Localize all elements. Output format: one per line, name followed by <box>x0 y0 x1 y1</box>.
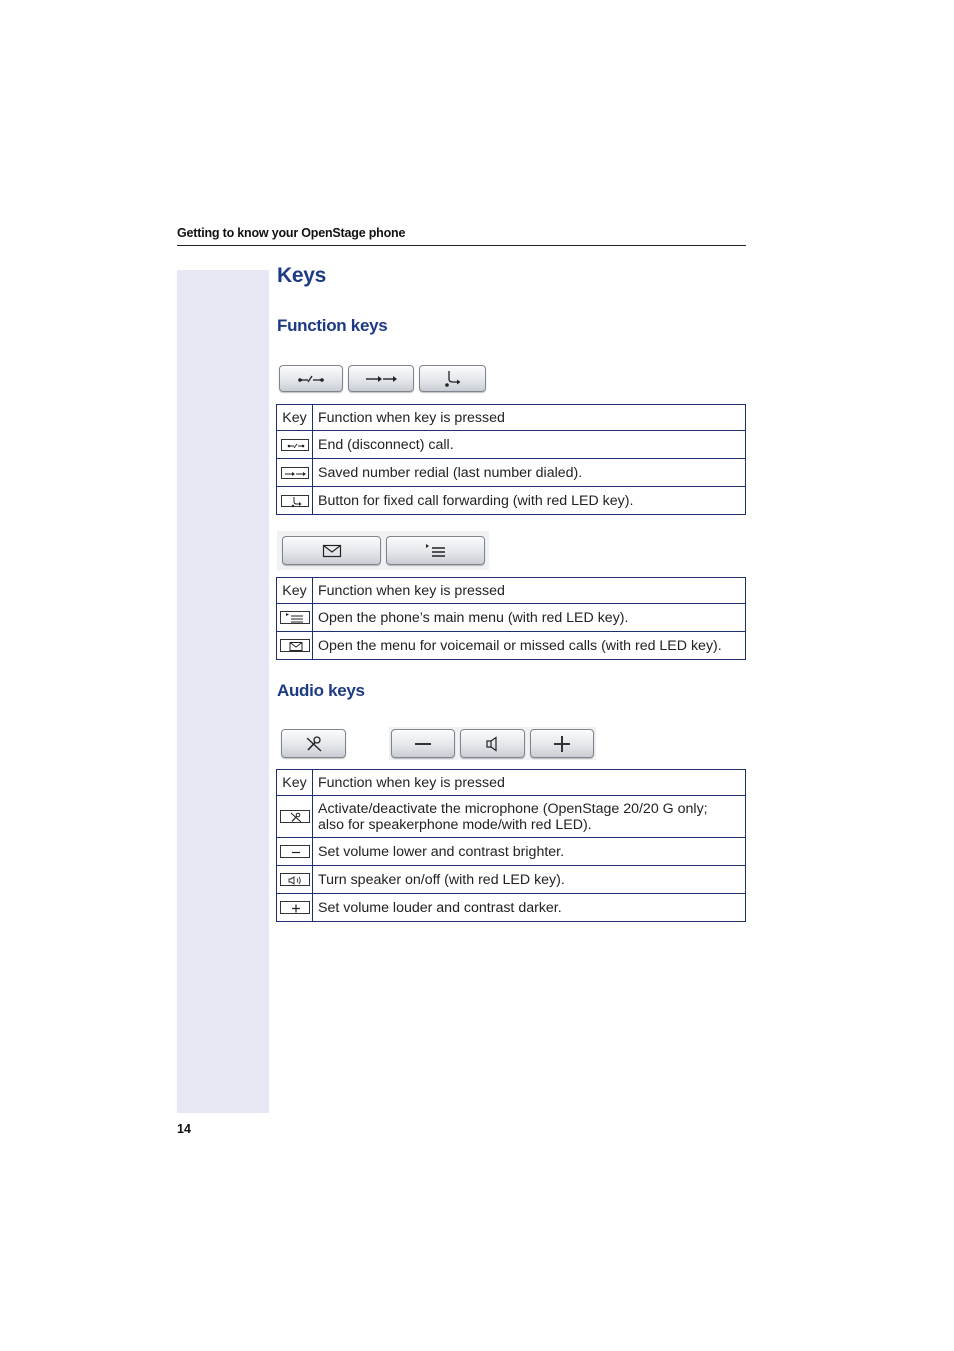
header-function: Function when key is pressed <box>313 405 746 431</box>
header-function: Function when key is pressed <box>313 578 746 604</box>
function-text: Saved number redial (last number dialed). <box>313 459 746 487</box>
release-key[interactable] <box>279 365 343 392</box>
function-text: Open the menu for voicemail or missed calls (with red LED key). <box>313 632 746 660</box>
margin-sidebar <box>177 270 269 1113</box>
envelope-icon <box>280 639 310 652</box>
page-number: 14 <box>177 1122 191 1136</box>
function-text: Set volume louder and contrast darker. <box>313 894 746 922</box>
loudspeaker-icon <box>485 736 501 752</box>
function-text: Open the phone’s main menu (with red LED key). <box>313 604 746 632</box>
redial-key[interactable] <box>348 365 414 392</box>
minus-icon <box>280 845 310 858</box>
call-forwarding-icon <box>281 495 309 507</box>
menu-key[interactable] <box>386 536 485 565</box>
function-keys-table-2 <box>276 577 746 660</box>
table-row <box>277 894 746 922</box>
speaker-key[interactable] <box>460 729 525 758</box>
function-text-line1: Activate/deactivate the microphone (OpenStage 20/20 G only; <box>318 800 708 817</box>
plus-icon <box>280 901 310 914</box>
messages-key[interactable] <box>282 536 381 565</box>
redial-icon <box>364 373 398 385</box>
audio-keys-table <box>276 769 746 922</box>
table-row <box>277 838 746 866</box>
minus-icon <box>414 742 432 746</box>
plus-icon <box>553 735 571 753</box>
table-row <box>277 487 746 515</box>
loudspeaker-icon <box>280 873 310 886</box>
table-row <box>277 796 746 838</box>
header-function: Function when key is pressed <box>313 770 746 796</box>
menu-list-icon <box>280 611 310 624</box>
function-text: End (disconnect) call. <box>313 431 746 459</box>
header-key: Key <box>277 405 313 431</box>
table-row <box>277 431 746 459</box>
header-key: Key <box>277 578 313 604</box>
volume-down-key[interactable] <box>391 729 455 758</box>
mute-key[interactable] <box>281 729 346 758</box>
table-row <box>277 459 746 487</box>
table-header-row <box>277 770 746 796</box>
function-text: Button for fixed call forwarding (with red LED key). <box>313 487 746 515</box>
function-text-line2: also for speakerphone mode/with red LED). <box>318 816 592 833</box>
audio-keys-heading: Audio keys <box>277 681 365 700</box>
microphone-mute-icon <box>304 735 324 753</box>
running-head: Getting to know your OpenStage phone <box>177 226 746 246</box>
redial-icon <box>281 467 309 479</box>
table-header-row <box>277 405 746 431</box>
menu-list-icon <box>425 543 447 559</box>
table-header-row <box>277 578 746 604</box>
envelope-icon <box>322 544 342 558</box>
function-text: Turn speaker on/off (with red LED key). <box>313 866 746 894</box>
function-text <box>313 796 746 838</box>
function-keys-heading: Function keys <box>277 316 388 335</box>
section-title: Keys <box>277 264 327 287</box>
call-forwarding-icon <box>443 370 463 388</box>
microphone-mute-icon <box>280 810 310 823</box>
release-icon <box>281 439 309 451</box>
function-text: Set volume lower and contrast brighter. <box>313 838 746 866</box>
function-keys-table-1 <box>276 404 746 515</box>
table-row <box>277 866 746 894</box>
table-row <box>277 632 746 660</box>
call-forwarding-key[interactable] <box>419 365 486 392</box>
volume-up-key[interactable] <box>530 729 594 758</box>
release-icon <box>296 373 326 385</box>
header-key: Key <box>277 770 313 796</box>
table-row <box>277 604 746 632</box>
